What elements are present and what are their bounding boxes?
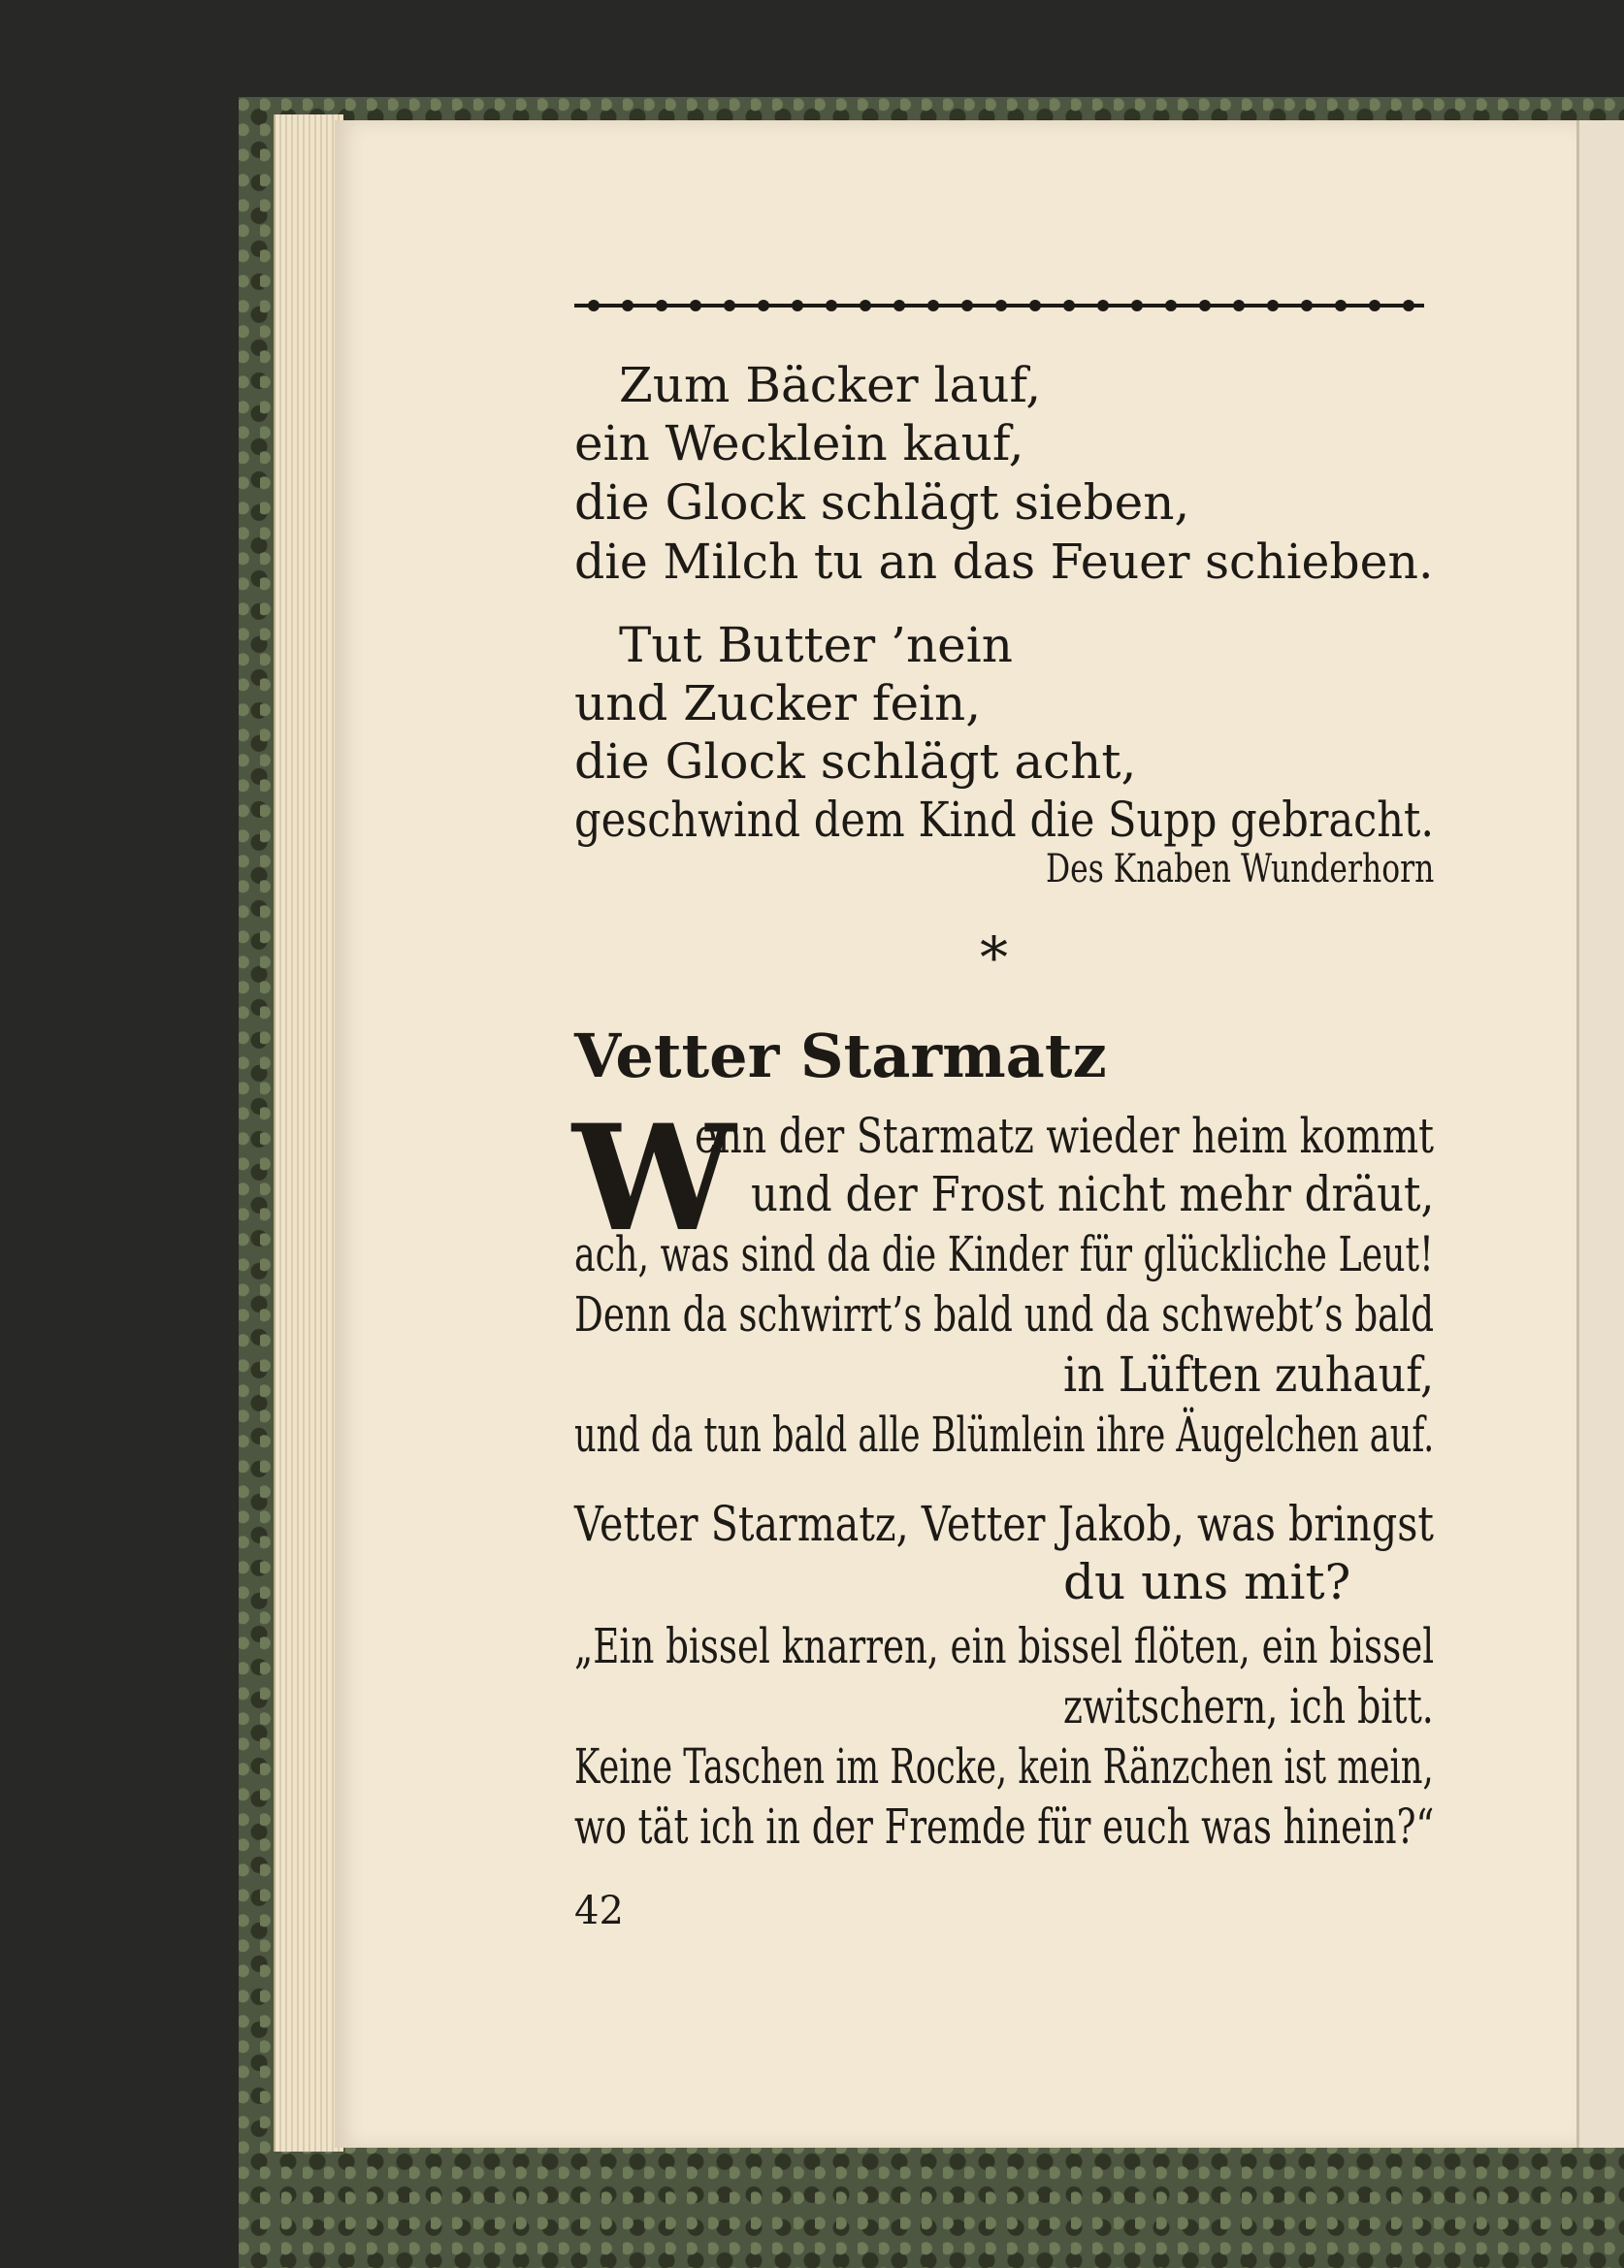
poem2-line: enn der Starmatz wieder heim kommt [695, 1108, 1435, 1164]
separator-star: * [980, 924, 1008, 990]
poem1-line: Zum Bäcker lauf, [619, 357, 1042, 413]
poem1-line: die Glock schlägt sieben, [574, 474, 1190, 531]
poem1-line: die Glock schlägt acht, [574, 733, 1137, 790]
poem2-line: in Lüften zuhauf, [1063, 1346, 1435, 1403]
poem2-line: und der Frost nicht mehr dräut, [751, 1166, 1435, 1222]
poem1-line: Tut Butter ’nein [619, 617, 1013, 673]
poem1-line: ein Wecklein kauf, [574, 415, 1024, 471]
poem2-line: Vetter Starmatz, Vetter Jakob, was bringst [574, 1496, 1434, 1552]
page-number: 42 [574, 1889, 624, 1933]
poem2-line: du uns mit? [1063, 1554, 1351, 1610]
facing-page-edge [1576, 120, 1624, 2148]
poem-title: Vetter Starmatz [574, 1021, 1107, 1091]
poem2-line: Denn da schwirrt’s bald und da schwebt’s bald [574, 1286, 1435, 1343]
poem2-line: zwitschern, ich bitt. [1063, 1678, 1434, 1734]
attribution: Des Knaben Wunderhorn [1046, 847, 1435, 891]
poem2-line: ach, was sind da die Kinder für glückliche Leut! [574, 1226, 1434, 1282]
page-edges [274, 114, 343, 2152]
poem2-line: „Ein bissel knarren, ein bissel flöten, ein bissel [574, 1618, 1435, 1674]
poem1-line: geschwind dem Kind die Supp gebracht. [574, 792, 1435, 848]
poem1-line: die Milch tu an das Feuer schieben. [574, 534, 1434, 590]
ornament-rule [574, 297, 1424, 314]
poem1-line: und Zucker fein, [574, 675, 982, 731]
poem2-line: wo tät ich in der Fremde für euch was hinein?“ [574, 1798, 1435, 1855]
poem2-line: Keine Taschen im Rocke, kein Ränzchen ist mein, [574, 1738, 1434, 1795]
poem2-line: und da tun bald alle Blümlein ihre Äugelchen auf. [574, 1407, 1435, 1463]
drop-cap: W [572, 1093, 736, 1264]
